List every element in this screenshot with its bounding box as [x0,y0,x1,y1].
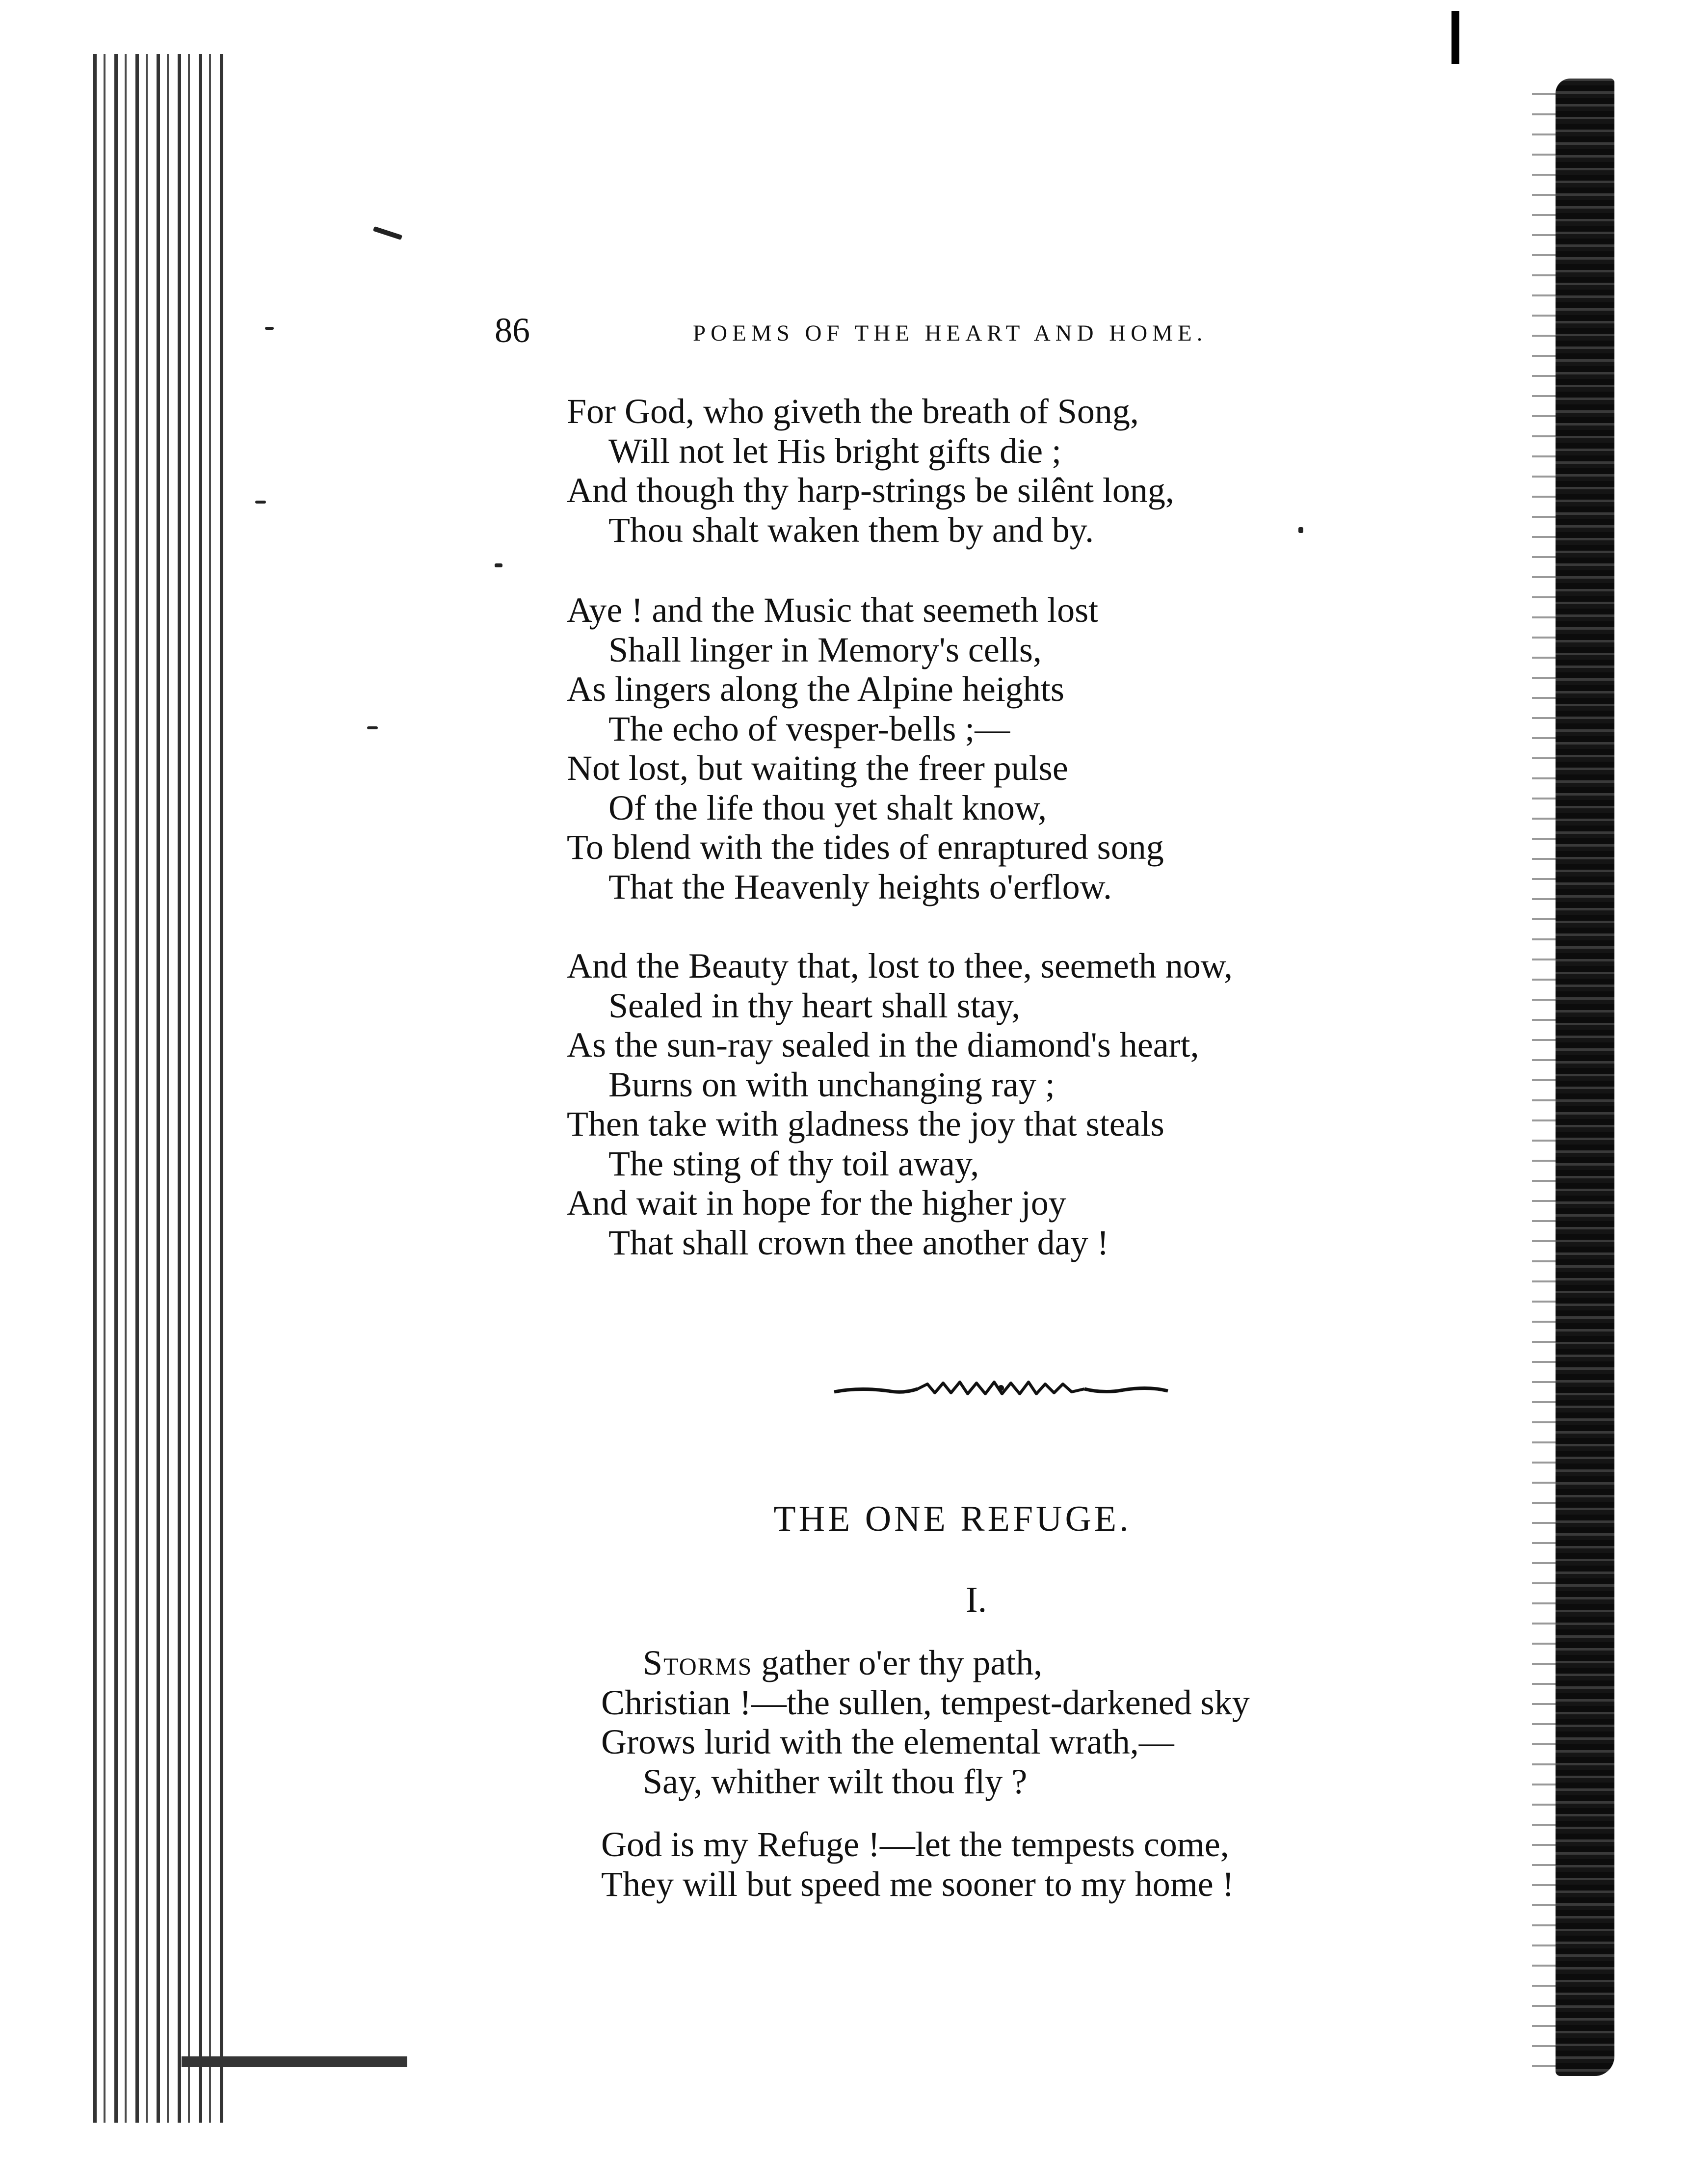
poem-stanza [601,1643,1250,1801]
scan-speck [1298,527,1303,533]
poem-line: Will not let His bright gifts die ; [608,431,1062,471]
poem-line: Say, whither wilt thou fly ? [643,1761,1028,1801]
poem-line: As lingers along the Alpine heights [567,669,1064,709]
poem-line: That the Heavenly heights o'erflow. [608,867,1112,906]
running-head [0,308,1689,352]
poem-title: THE ONE REFUGE. [773,1499,1132,1539]
poem-stanza [567,590,1164,906]
poem-line: As the sun-ray sealed in the diamond's heart, [567,1025,1199,1065]
poem-line: Christian !—the sullen, tempest-darkened sky [601,1682,1250,1722]
poem-line: To blend with the tides of enraptured song [567,827,1164,867]
book-binding-shadow [93,54,226,2123]
scan-speck [255,501,266,504]
poem-line: The echo of vesper-bells ;— [608,709,1010,748]
ornament-divider [829,1374,1173,1404]
poem-line: Sealed in thy heart shall stay, [608,985,1021,1025]
scan-speck [495,563,502,567]
poem-line: And the Beauty that, lost to thee, seemeth now, [567,946,1233,985]
poem-line [601,1643,1250,1683]
drop-word: Storms [643,1643,753,1682]
poem-line: That shall crown thee another day ! [608,1223,1109,1262]
poem-line: Not lost, but waiting the freer pulse [567,748,1068,788]
poem-stanza [601,1825,1234,1904]
poem-line: And wait in hope for the higher joy [567,1183,1066,1223]
part-number: I. [966,1580,987,1620]
scan-speck [367,726,378,729]
poem-stanza [567,392,1174,550]
running-title: POEMS OF THE HEART AND HOME. [693,320,1208,346]
poem-line: They will but speed me sooner to my home ! [601,1864,1234,1904]
poem-line: God is my Refuge !—let the tempests come, [601,1825,1229,1864]
poem-line: The sting of thy toil away, [608,1144,979,1183]
page-number: 86 [495,311,530,350]
scan-mark [1451,11,1459,64]
poem-stanza [567,946,1233,1262]
scan-speck [373,226,402,240]
poem-line: Shall linger in Memory's cells, [608,630,1042,669]
poem-line: Grows lurid with the elemental wrath,— [601,1722,1174,1761]
poem-line: Of the life thou yet shalt know, [608,788,1047,827]
page-edge-shadow [1556,79,1614,2076]
poem-line: Then take with gladness the joy that steals [567,1104,1164,1144]
poem-line: For God, who giveth the breath of Song, [567,392,1139,431]
poem-line: Burns on with unchanging ray ; [608,1065,1055,1104]
poem-line: Aye ! and the Music that seemeth lost [567,590,1099,630]
poem-line-text: gather o'er thy path, [752,1643,1043,1682]
poem-line: And though thy harp-strings be silênt long, [567,471,1174,510]
poem-line: Thou shalt waken them by and by. [608,510,1094,550]
